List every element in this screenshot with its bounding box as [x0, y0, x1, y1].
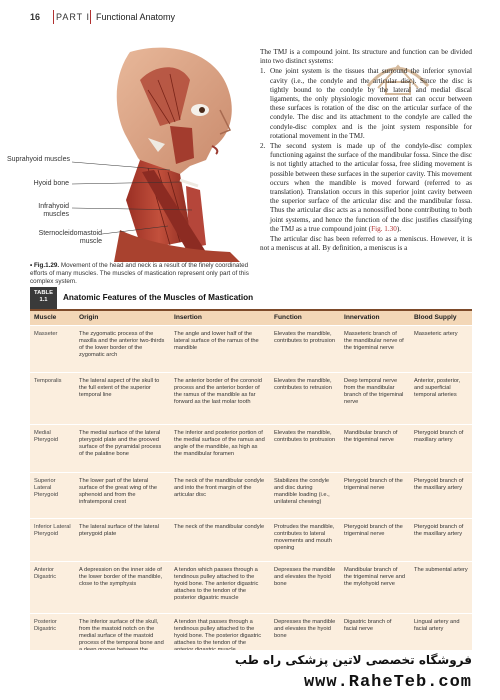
- table-cell: The medial surface of the lateral pterygoid plate and the grooved surface of the pyramidal process of the palatine bone: [75, 424, 170, 472]
- table-cell: Posterior Digastric: [30, 613, 75, 666]
- table-cell: The anterior border of the coronoid process and the anterior border of the ramus of the mandible as far forward as the last molar tooth: [170, 372, 270, 424]
- table-cell: The submental artery: [410, 561, 472, 613]
- list-item-text: The second system is made up of the condyle-disc complex functioning against the surface of the mandibular fossa. Since the disc is not tightly attached to the articular fossa, free sliding movement is possible between these surfaces in the superior cavity. This movement occurs when the mandible is moved forward (referred to as translation). Translation occurs in this superior joint cavity between the superior surface of the articular disc and the mandibular fossa. Thus the articular disc acts as a nonossified bone contributing to both joint systems, and hence the function of the disc justifies classifying the TMJ as a true compound joint (: [270, 142, 472, 233]
- part-label: PART I: [56, 12, 91, 22]
- head-neck-muscles-illustration: [30, 40, 255, 262]
- column-header: Blood Supply: [410, 311, 472, 325]
- table-cell: Deep temporal nerve from the mandibular branch of the trigeminal nerve: [340, 372, 410, 424]
- table-cell: Masseteric artery: [410, 325, 472, 372]
- header-divider: [53, 10, 54, 24]
- table-cell: Elevates the mandible, contributes to retrusion: [270, 372, 340, 424]
- table-cell: The lateral aspect of the skull to the full extent of the superior temporal line: [75, 372, 170, 424]
- table-title: Anatomic Features of the Muscles of Mastication: [63, 293, 254, 302]
- table-cell: Protrudes the mandible, contributes to lateral movements and mouth opening: [270, 518, 340, 561]
- list-item: [260, 142, 472, 234]
- table-heading: [30, 287, 472, 309]
- table-cell: Inferior Lateral Pterygoid: [30, 518, 75, 561]
- table-row: [30, 561, 472, 613]
- table-badge-label: TABLE: [34, 290, 53, 296]
- label-infrahyoid-muscles: Infrahyoid muscles: [38, 203, 69, 218]
- column-header: Function: [270, 311, 340, 325]
- closing-paragraph: The articular disc has been referred to as a meniscus. However, it is not a meniscus at all. By definition, a meniscus is a: [260, 235, 472, 253]
- intro-paragraph: The TMJ is a compound joint. Its structure and function can be divided into two distinct systems:: [260, 48, 472, 66]
- table-row: [30, 518, 472, 561]
- table-badge-number: 1.1: [39, 297, 48, 303]
- table-cell: A tendon which passes through a tendinous pulley attached to the hyoid bone. The anterior digastric attaches to the tendon of the posterior digastric muscle: [170, 561, 270, 613]
- table-cell: Mandibular branch of the trigeminal nerve and the mylohyoid nerve: [340, 561, 410, 613]
- table-row: [30, 472, 472, 518]
- column-header: Insertion: [170, 311, 270, 325]
- table-header-row: [30, 311, 472, 325]
- table-cell: The neck of the mandibular condyle and into the front margin of the articular disc: [170, 472, 270, 518]
- table-cell: Pterygoid branch of the maxillary artery: [410, 472, 472, 518]
- label-sternocleidomastoid: Sternocleidomastoid muscle: [38, 230, 102, 245]
- list-number: 2.: [260, 142, 266, 151]
- table-cell: The lateral surface of the lateral pterygoid plate: [75, 518, 170, 561]
- table-cell: Stabilizes the condyle and disc during mandible loading (i.e., unilateral chewing): [270, 472, 340, 518]
- table-cell: The lower part of the lateral surface of the great wing of the sphenoid and from the infratemporal crest: [75, 472, 170, 518]
- table-cell: Anterior Digastric: [30, 561, 75, 613]
- table-cell: Mandibular branch of the trigeminal nerve: [340, 424, 410, 472]
- table-cell: The zygomatic process of the maxilla and the anterior two-thirds of the lower border of the zygomatic arch: [75, 325, 170, 372]
- table-cell: The angle and lower half of the lateral surface of the ramus of the mandible: [170, 325, 270, 372]
- table-badge: [30, 287, 57, 309]
- table-cell: Pterygoid branch of the trigeminal nerve: [340, 472, 410, 518]
- figure-caption: [30, 262, 255, 286]
- footer-url[interactable]: www.RaheTeb.com: [303, 673, 472, 692]
- table-cell: Medial Pterygoid: [30, 424, 75, 472]
- table-cell: Elevates the mandible, contributes to protrusion: [270, 325, 340, 372]
- table-cell: Digastric branch of facial nerve: [340, 613, 410, 666]
- caption-text: Movement of the head and neck is a result of the finely coordinated efforts of many muscles. The muscles of mastication represent only part of this complex system.: [30, 262, 249, 285]
- table-cell: Pterygoid branch of maxillary artery: [410, 424, 472, 472]
- header-divider: [90, 10, 91, 24]
- table-cell: Anterior, posterior, and superficial temporal arteries: [410, 372, 472, 424]
- list-number: 1.: [260, 67, 266, 76]
- list-item: [260, 67, 472, 141]
- table-cell: The neck of the mandibular condyle: [170, 518, 270, 561]
- column-header: Innervation: [340, 311, 410, 325]
- anatomy-figure: [6, 40, 255, 262]
- table-cell: Superior Lateral Pterygoid: [30, 472, 75, 518]
- table-cell: Pterygoid branch of the trigeminal nerve: [340, 518, 410, 561]
- table-cell: Masseteric branch of the mandibular nerve of the trigeminal nerve: [340, 325, 410, 372]
- figure-reference-link[interactable]: Fig. 1.30: [371, 224, 397, 233]
- table-row: [30, 325, 472, 372]
- table-cell: Pterygoid branch of the maxillary artery: [410, 518, 472, 561]
- table-cell: The inferior and posterior portion of the medial surface of the ramus and angle of the mandible, as high as the mandibular foramen: [170, 424, 270, 472]
- column-header: Origin: [75, 311, 170, 325]
- page-number: 16: [30, 12, 41, 22]
- table-cell: Depresses the mandible and elevates the hyoid bone: [270, 613, 340, 666]
- mastication-muscles-table: [30, 311, 472, 666]
- table-cell: A depression on the inner side of the lower border of the mandible, close to the symphysis: [75, 561, 170, 613]
- list-item-text: One joint system is the tissues that surround the inferior synovial cavity (i.e., the condyle and the articular disc). Since the disc is tightly bound to the condyle by the lateral and medial discal ligaments, the only physiologic movement that can occur between these surfaces is rotation of the disc on the articular surface of the condyle. The disc and its attachment to the condyle are called the condyle-disc complex and is the joint system responsible for rotational movement in the TMJ.: [270, 67, 472, 140]
- table-cell: Lingual artery and facial artery: [410, 613, 472, 666]
- joint-systems-list: [260, 67, 472, 234]
- table-cell: The inferior surface of the skull, from the mastoid notch on the medial surface of the mastoid process of the temporal bone and: [75, 613, 170, 666]
- caption-number: • Fig.1.29.: [30, 262, 60, 269]
- column-header: Muscle: [30, 311, 75, 325]
- table-cell: Depresses the mandible and elevates the hyoid bone: [270, 561, 340, 613]
- body-text: [260, 48, 472, 254]
- table-row: [30, 372, 472, 424]
- table-cell: Masseter: [30, 325, 75, 372]
- chapter-title: Functional Anatomy: [96, 12, 176, 22]
- page-header: [0, 0, 500, 34]
- table-cell: A tendon that passes through a tendinous pulley attached to the hyoid bone. The posterior digastric attaches to the tendon of the: [170, 613, 270, 666]
- footer-watermark: [0, 650, 500, 700]
- table-cell: Elevates the mandible, contributes to protrusion: [270, 424, 340, 472]
- footer-persian-text: فروشگاه تخصصی لاتین پزشکی راه طب: [234, 653, 472, 667]
- table-cell: Temporalis: [30, 372, 75, 424]
- table-row: [30, 424, 472, 472]
- label-hyoid-bone: Hyoid bone: [33, 180, 69, 187]
- list-item-text: ).: [396, 224, 402, 233]
- label-suprahyoid-muscles: Suprahyoid muscles: [6, 156, 70, 163]
